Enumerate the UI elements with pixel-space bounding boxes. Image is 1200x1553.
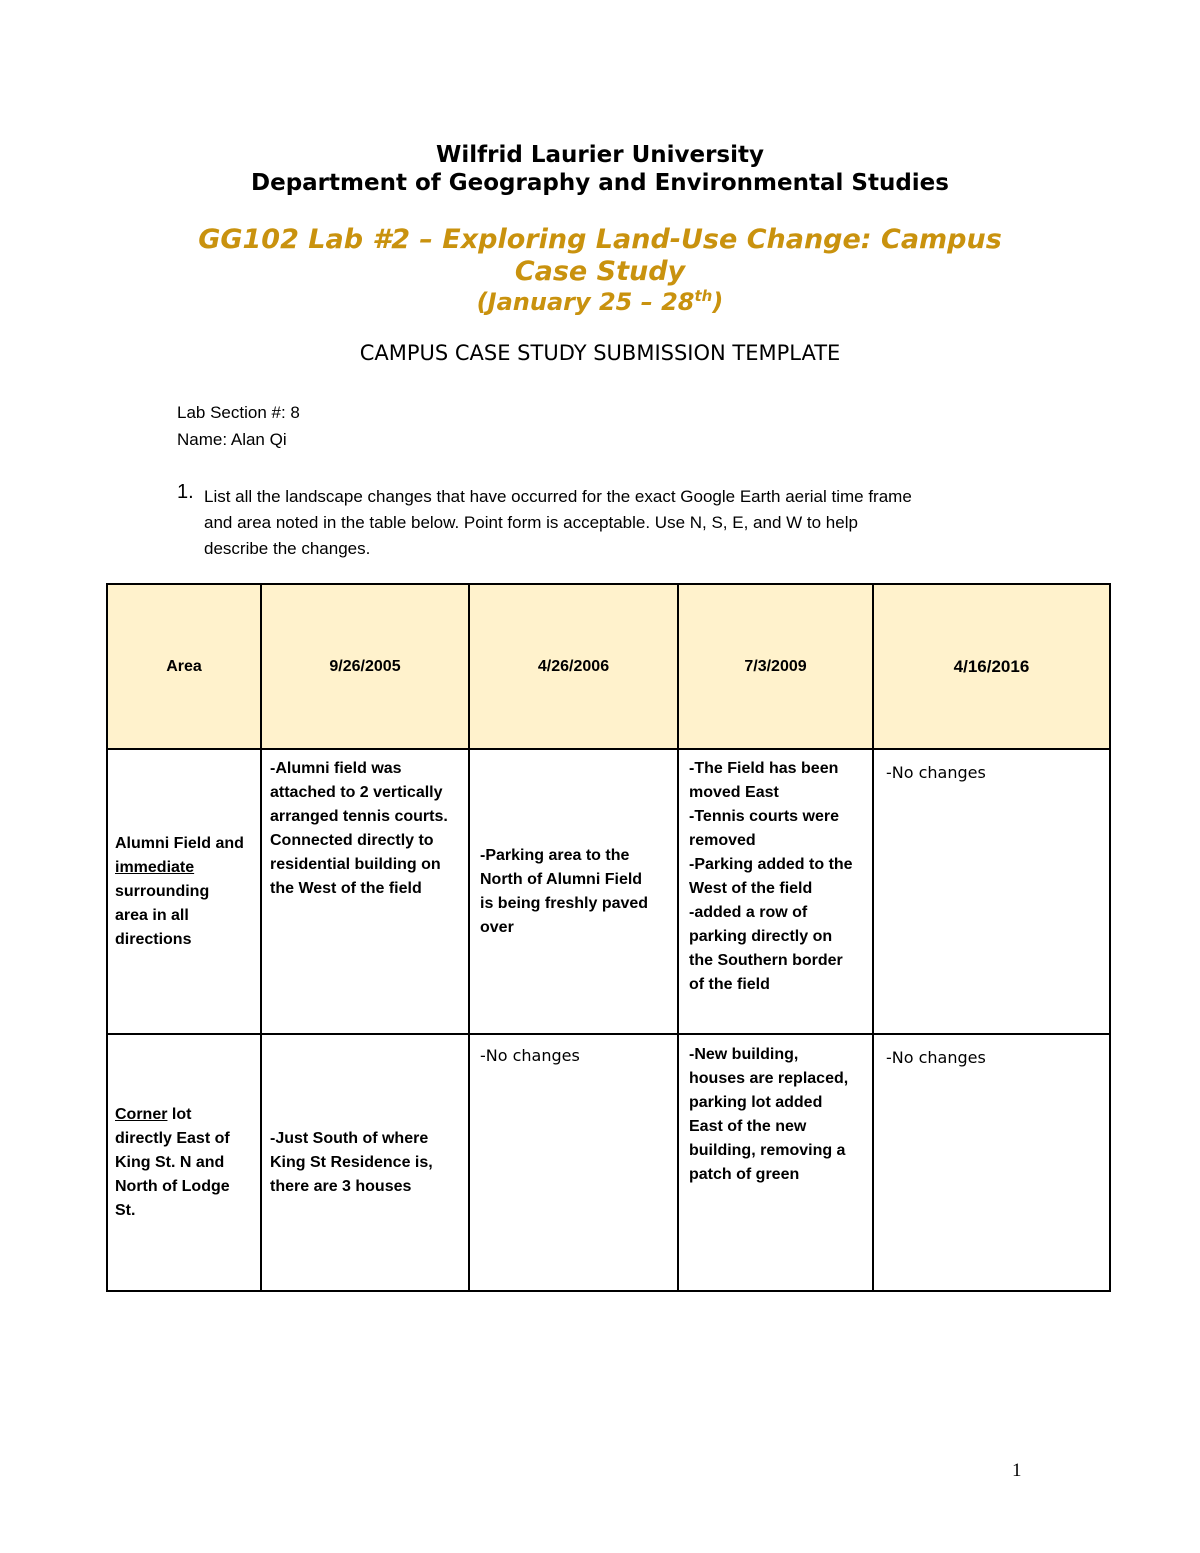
land-use-changes-table [106,583,1111,1292]
cell-line: -Alumni field was [270,760,402,777]
cell-line: -Parking added to the [689,856,853,873]
cell-line: -Parking area to the [480,846,630,864]
cell-line: removed [689,832,756,849]
cell-line: Connected directly to [270,832,434,849]
student-name: Name: Alan Qi [177,430,287,449]
cell-line: residential building on [270,856,441,873]
cell-line: the West of the field [270,880,422,897]
university-name: Wilfrid Laurier University [436,142,764,168]
row2-area-lot: lot [167,1105,192,1123]
header-2009: 7/3/2009 [678,584,873,749]
cell-line: -New building, [689,1046,799,1063]
lab-title-line-2: Case Study [514,256,686,287]
cell-line: over [480,918,514,936]
row1-area-line: Alumni Field and [115,834,244,852]
cell-line: parking directly on [689,928,833,945]
row2-area-line: North of Lodge [115,1177,230,1195]
question-text [204,484,1044,562]
cell-line: -The Field has been [689,760,839,777]
table-row [107,1034,1110,1291]
cell-line: King St Residence is, [270,1153,433,1171]
cell-line: -No changes [480,1046,580,1065]
header-2006: 4/26/2006 [469,584,678,749]
cell-line: -No changes [886,1048,986,1067]
lab-dates-sup: th [694,287,713,305]
page-number: 1 [1012,1460,1022,1481]
template-heading: CAMPUS CASE STUDY SUBMISSION TEMPLATE [359,341,841,365]
cell-line: patch of green [689,1166,800,1183]
row2-2009-cell [678,1034,873,1291]
cell-line: of the field [689,976,770,993]
row1-2005-cell [261,749,469,1034]
cell-line: the Southern border [689,952,843,969]
lab-dates-suffix: ) [712,288,724,316]
cell-line: there are 3 houses [270,1177,412,1195]
row2-2016-cell [873,1034,1110,1291]
cell-line: North of Alumni Field [480,870,643,888]
row2-area-line [115,1103,252,1127]
row1-2006-cell [469,749,678,1034]
cell-line: -Just South of where [270,1129,429,1147]
question-line-2: and area noted in the table below. Point form is acceptable. Use N, S, E, and W to help [204,513,858,532]
department-name: Department of Geography and Environmental Studies [251,170,949,196]
cell-line: houses are replaced, [689,1070,849,1087]
question-line-3: describe the changes. [204,539,371,558]
cell-line: attached to 2 vertically [270,784,443,801]
question-number: 1. [177,481,194,503]
row1-area-cell [107,749,261,1034]
row2-area-cell [107,1034,261,1291]
cell-line: -No changes [886,763,986,782]
lab-dates-prefix: (January 25 – 28 [476,288,695,316]
header-2016: 4/16/2016 [873,584,1110,749]
row1-area-line: surrounding [115,882,210,900]
question-line-1: List all the landscape changes that have occurred for the exact Google Earth aerial time frame [204,487,912,506]
row1-2009-cell [678,749,873,1034]
cell-line: -Tennis courts were [689,808,839,825]
row2-area-line: directly East of [115,1129,230,1147]
cell-line: building, removing a [689,1142,846,1159]
header-area: Area [107,584,261,749]
lab-dates [0,287,1200,316]
row1-area-line: directions [115,930,192,948]
row2-area-line: King St. N and [115,1153,225,1171]
lab-title-line-1: GG102 Lab #2 – Exploring Land-Use Change: Campus [198,224,1002,255]
row2-area-corner: Corner [115,1105,168,1123]
table-row [107,749,1110,1034]
row2-area-line: St. [115,1201,136,1219]
row1-area-line: area in all [115,906,189,924]
cell-line: East of the new [689,1118,807,1135]
lab-section: Lab Section #: 8 [177,403,300,422]
row2-2006-cell [469,1034,678,1291]
cell-line: West of the field [689,880,813,897]
row2-2005-cell [261,1034,469,1291]
cell-line: is being freshly paved [480,894,649,912]
row1-2016-cell [873,749,1110,1034]
row1-area-line: immediate [115,858,195,876]
cell-line: -added a row of [689,904,808,921]
cell-line: parking lot added [689,1094,823,1111]
table-header-row [107,584,1110,749]
header-2005: 9/26/2005 [261,584,469,749]
cell-line: arranged tennis courts. [270,808,448,825]
cell-line: moved East [689,784,779,801]
